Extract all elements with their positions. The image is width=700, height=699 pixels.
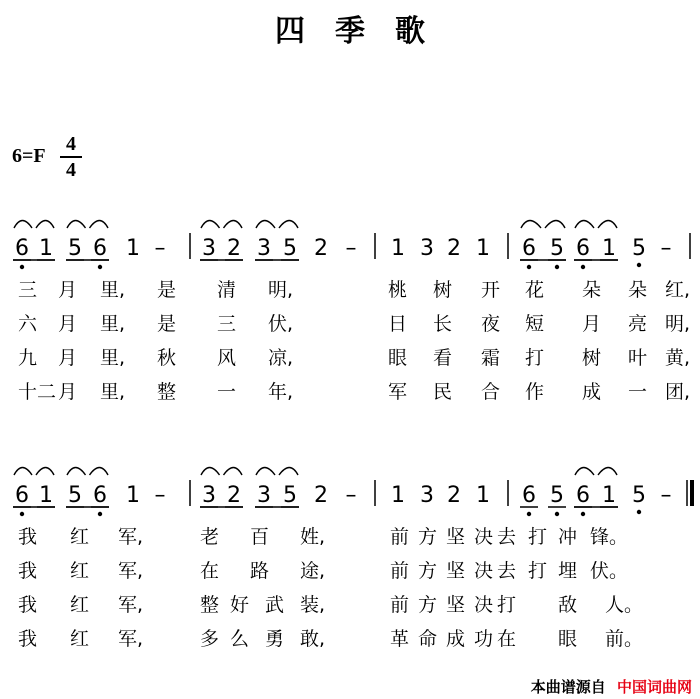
lyric-word: 我 (18, 628, 38, 650)
lyric-word: 眼 (558, 628, 578, 650)
lyric-word: 月 (582, 313, 602, 335)
lyric-word: 红 (70, 594, 90, 616)
lyric-word: 六 (18, 313, 38, 335)
low-octave-dot (637, 263, 641, 267)
lyric-word: 打 (528, 526, 548, 548)
note-3: 3 (202, 236, 216, 261)
lyric-word: 方 (418, 526, 438, 548)
note-6: 6 (93, 483, 107, 508)
lyric-word: 伏。 (590, 560, 629, 582)
lyric-word: 在 (497, 628, 517, 650)
low-octave-dot (555, 265, 559, 269)
lyric-word: 我 (18, 594, 38, 616)
lyric-word: 前 (390, 594, 410, 616)
lyric-word: 月 (58, 381, 78, 403)
lyric-word: 整 (200, 594, 220, 616)
lyric-word: 清 (217, 279, 237, 301)
lyric-word: 去 (497, 560, 517, 582)
lyric-word: 坚 (446, 560, 466, 582)
lyric-word: 敌 (558, 594, 578, 616)
note-1: 1 (391, 236, 405, 261)
low-octave-dot (637, 510, 641, 514)
lyric-line (0, 345, 700, 371)
slur-left (521, 221, 541, 229)
lyric-word: 武 (265, 594, 285, 616)
lyric-word: 方 (418, 560, 438, 582)
note-1: 1 (39, 483, 53, 508)
lyric-word: 冲 (558, 526, 578, 548)
lyric-word: 年, (268, 381, 294, 403)
dash-note: – (660, 483, 672, 508)
lyric-word: 打 (528, 560, 548, 582)
lyric-word: 十二 (18, 381, 57, 403)
lyric-word: 朵 (628, 279, 648, 301)
source-footer (531, 676, 692, 697)
note-1: 1 (126, 483, 140, 508)
lyric-line (0, 626, 700, 652)
time-signature-bottom: 4 (66, 159, 76, 181)
low-octave-dot (98, 265, 102, 269)
lyric-word: 好 (230, 594, 250, 616)
lyric-word: 决 (474, 594, 494, 616)
lyric-word: 是 (157, 313, 177, 335)
lyric-word: 整 (157, 381, 177, 403)
note-2: 2 (227, 483, 241, 508)
lyric-line (0, 311, 700, 337)
dash-note: – (345, 236, 357, 261)
lyric-word: 前 (390, 560, 410, 582)
note-6: 6 (576, 483, 590, 508)
low-octave-dot (20, 265, 24, 269)
lyric-word: 一 (628, 381, 648, 403)
slur-left (67, 221, 86, 229)
lyric-word: 决 (474, 560, 494, 582)
lyric-word: 军 (388, 381, 408, 403)
lyric-word: 三 (217, 313, 237, 335)
note-1: 1 (39, 236, 53, 261)
lyric-word: 么 (230, 628, 250, 650)
lyric-word: 作 (525, 381, 545, 403)
slur-left (67, 468, 86, 476)
slur-left (575, 468, 594, 476)
note-1: 1 (126, 236, 140, 261)
dash-note: – (154, 483, 166, 508)
lyric-word: 里, (100, 279, 126, 301)
slur-left (256, 221, 275, 229)
lyric-word: 姓, (300, 526, 326, 548)
lyric-word: 黄, (665, 347, 691, 369)
lyric-word: 红 (70, 560, 90, 582)
dash-note: – (345, 483, 357, 508)
lyric-word: 老 (200, 526, 220, 548)
slur-right (90, 468, 109, 476)
note-6: 6 (93, 236, 107, 261)
lyric-word: 日 (388, 313, 408, 335)
source-label: 本曲谱源自 (530, 678, 606, 696)
note-1: 1 (476, 483, 490, 508)
lyric-word: 军, (118, 594, 144, 616)
lyric-word: 叶 (628, 347, 648, 369)
note-3: 3 (257, 236, 271, 261)
lyric-word: 军, (118, 560, 144, 582)
note-5: 5 (632, 483, 646, 508)
slur-right (90, 221, 109, 229)
lyric-word: 花 (525, 279, 545, 301)
lyric-word: 树 (433, 279, 453, 301)
low-octave-dot (581, 512, 585, 516)
slur-right (545, 221, 565, 229)
lyric-word: 长 (433, 313, 453, 335)
note-2: 2 (227, 236, 241, 261)
note-3: 3 (202, 483, 216, 508)
lyric-word: 红, (665, 279, 691, 301)
lyric-word: 军, (118, 628, 144, 650)
note-5: 5 (550, 483, 564, 508)
slur-right (598, 468, 617, 476)
lyric-word: 命 (418, 628, 438, 650)
lyric-word: 我 (18, 560, 38, 582)
lyric-word: 我 (18, 526, 38, 548)
lyric-word: 亮 (628, 313, 648, 335)
lyric-word: 成 (446, 628, 466, 650)
lyric-word: 坚 (446, 526, 466, 548)
lyric-word: 里, (100, 313, 126, 335)
slur-right (279, 221, 298, 229)
lyric-word: 秋 (157, 347, 177, 369)
lyric-word: 百 (250, 526, 270, 548)
note-1: 1 (602, 236, 616, 261)
low-octave-dot (20, 512, 24, 516)
dash-note: – (660, 236, 672, 261)
lyric-word: 途, (300, 560, 326, 582)
site-name-link[interactable]: 中国词曲网 (616, 678, 692, 696)
slur-left (575, 221, 594, 229)
slur-left (201, 221, 220, 229)
lyric-word: 路 (250, 560, 270, 582)
lyric-word: 前。 (605, 628, 644, 650)
lyric-word: 里, (100, 381, 126, 403)
dash-note: – (154, 236, 166, 261)
lyric-word: 打 (497, 594, 517, 616)
note-6: 6 (576, 236, 590, 261)
lyric-word: 坚 (446, 594, 466, 616)
note-2: 2 (447, 483, 461, 508)
lyric-line (0, 379, 700, 405)
note-6: 6 (15, 236, 29, 261)
note-5: 5 (283, 483, 297, 508)
lyric-word: 多 (200, 628, 220, 650)
lyric-word: 人。 (605, 594, 644, 616)
lyric-word: 凉, (268, 347, 294, 369)
note-3: 3 (420, 483, 434, 508)
lyric-word: 民 (433, 381, 453, 403)
lyric-line (0, 558, 700, 584)
lyric-word: 霜 (481, 347, 501, 369)
lyric-word: 短 (525, 313, 545, 335)
lyric-word: 锋。 (590, 526, 629, 548)
note-5: 5 (68, 236, 82, 261)
lyric-word: 朵 (582, 279, 602, 301)
slur-left (14, 221, 32, 229)
lyric-word: 去 (497, 526, 517, 548)
slur-right (36, 468, 54, 476)
note-5: 5 (283, 236, 297, 261)
lyric-word: 三 (18, 279, 38, 301)
note-5: 5 (632, 236, 646, 261)
lyric-line (0, 592, 700, 618)
note-3: 3 (257, 483, 271, 508)
lyric-word: 桃 (388, 279, 408, 301)
lyric-word: 月 (58, 279, 78, 301)
low-octave-dot (527, 265, 531, 269)
lyric-word: 月 (58, 313, 78, 335)
lyric-word: 看 (433, 347, 453, 369)
lyric-word: 打 (525, 347, 545, 369)
slur-right (224, 468, 243, 476)
note-6: 6 (522, 236, 536, 261)
lyric-word: 明, (268, 279, 294, 301)
slur-right (279, 468, 298, 476)
lyric-word: 一 (217, 381, 237, 403)
lyric-word: 红 (70, 526, 90, 548)
lyric-word: 夜 (481, 313, 501, 335)
lyric-word: 勇 (265, 628, 285, 650)
lyric-word: 敢, (300, 628, 326, 650)
time-signature-top: 4 (66, 133, 76, 155)
slur-right (598, 221, 617, 229)
lyric-word: 眼 (388, 347, 408, 369)
note-2: 2 (314, 483, 328, 508)
lyric-word: 装, (300, 594, 326, 616)
lyric-word: 开 (481, 279, 501, 301)
key-signature: 6=F (12, 145, 46, 167)
note-2: 2 (314, 236, 328, 261)
lyric-word: 成 (582, 381, 602, 403)
note-5: 5 (68, 483, 82, 508)
lyric-word: 前 (390, 526, 410, 548)
lyric-word: 伏, (268, 313, 294, 335)
slur-left (14, 468, 32, 476)
note-3: 3 (420, 236, 434, 261)
note-1: 1 (476, 236, 490, 261)
lyric-word: 树 (582, 347, 602, 369)
slur-left (201, 468, 220, 476)
lyric-word: 月 (58, 347, 78, 369)
slur-right (224, 221, 243, 229)
lyric-word: 合 (481, 381, 501, 403)
note-6: 6 (15, 483, 29, 508)
lyric-line (0, 524, 700, 550)
page-title: 四季歌 (275, 14, 455, 49)
lyric-word: 功 (474, 628, 494, 650)
lyric-word: 埋 (558, 560, 578, 582)
lyric-word: 革 (390, 628, 410, 650)
lyric-word: 明, (665, 313, 691, 335)
lyric-word: 里, (100, 347, 126, 369)
low-octave-dot (527, 512, 531, 516)
slur-right (36, 221, 54, 229)
note-5: 5 (550, 236, 564, 261)
lyric-word: 军, (118, 526, 144, 548)
note-6: 6 (522, 483, 536, 508)
note-1: 1 (391, 483, 405, 508)
low-octave-dot (581, 265, 585, 269)
low-octave-dot (98, 512, 102, 516)
slur-left (256, 468, 275, 476)
note-2: 2 (447, 236, 461, 261)
lyric-line (0, 277, 700, 303)
lyric-word: 在 (200, 560, 220, 582)
note-1: 1 (602, 483, 616, 508)
low-octave-dot (555, 512, 559, 516)
lyric-word: 九 (18, 347, 38, 369)
lyric-word: 是 (157, 279, 177, 301)
lyric-word: 红 (70, 628, 90, 650)
lyric-word: 方 (418, 594, 438, 616)
lyric-word: 团, (665, 381, 691, 403)
lyric-word: 风 (217, 347, 237, 369)
lyric-word: 决 (474, 526, 494, 548)
